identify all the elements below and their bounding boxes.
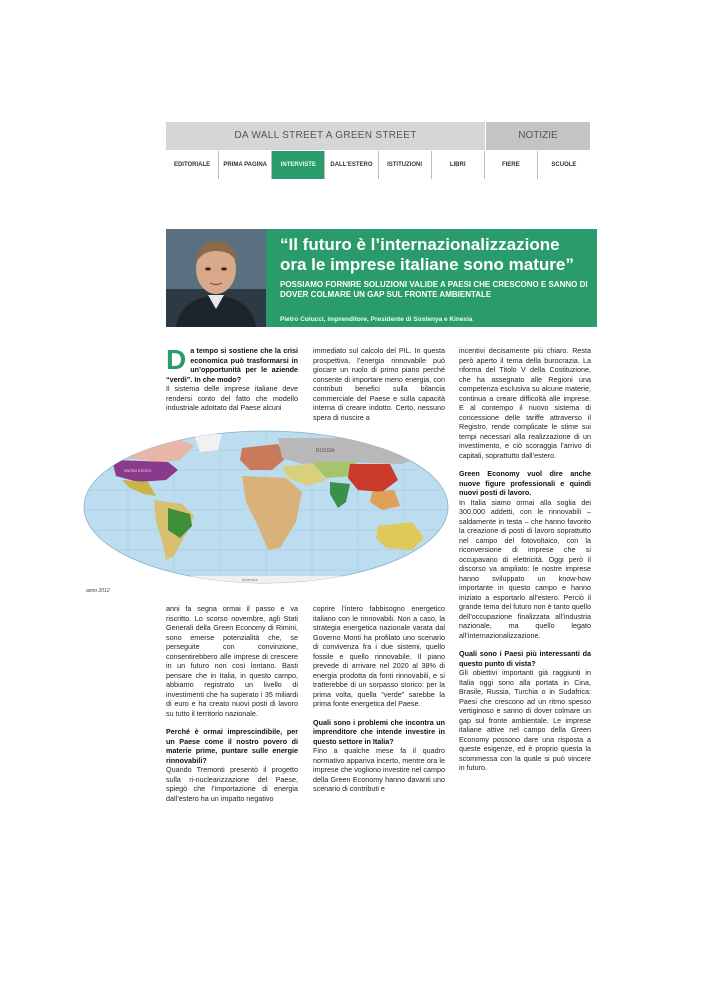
news-title: NOTIZIE bbox=[486, 122, 590, 150]
map-caption: anno 2012 bbox=[86, 588, 110, 594]
map-label-russia: RUSSIA bbox=[316, 448, 335, 454]
column-2-top bbox=[313, 346, 445, 422]
tab-interviste[interactable]: INTERVISTE bbox=[272, 151, 325, 179]
answer-1: Il sistema delle imprese italiane deve rendersi conto del fatto che modello industriale adottato dal Paese alcuni bbox=[166, 384, 298, 412]
portrait-illustration bbox=[166, 229, 266, 327]
answer-countries: Gli obiettivi importanti già raggiunti in Italia oggi sono alla portata in Cina, Brasile, Russia, Turchia o in Sudafrica: Paesi che crescono ad un ritmo spesso vertiginoso e sanno di dover colmare un gap sul fronte ambientale. Le imprese italiane attive nel campo della Green Economy possono dare una risposta a queste esigenze, ed è proprio questa la scommessa con la quale si può vincere in futuro. bbox=[459, 668, 591, 772]
question-jobs: Green Economy vuol dire anche nuove figure professionali e quindi nuovi posti di lavoro. bbox=[459, 469, 591, 497]
column-2-top-text: immediato sul calcolo del PIL. In questa prospettiva, l’energia rinnovabile può giocare un ruolo di primo piano perché consente di importare meno energia, con contributi benefici sulla bilancia commerciale del Paese e sulla capacità interna di creare indotto. Certo, nessuno spera di riuscire a bbox=[313, 346, 445, 422]
article-byline: Pietro Colucci, imprenditore, Presidente di Sostenya e Kinexia bbox=[280, 316, 473, 323]
question-problems: Quali sono i problemi che incontra un imprenditore che intende investire in questo settore in Italia? bbox=[313, 717, 445, 746]
article-subtitle: POSSIAMO FORNIRE SOLUZIONI VALIDE A PAESI CHE CRESCONO E SANNO DI DOVER COLMARE UN GAP SUL FRONTE AMBIENTALE bbox=[280, 280, 588, 299]
question-renewables: Perché è ormai imprescindibile, per un Paese come il nostro povero di materie prime, puntare sulle energie rinnovabili? bbox=[166, 727, 298, 765]
tab-fiere[interactable]: FIERE bbox=[485, 151, 538, 179]
tab-editoriale[interactable]: EDITORIALE bbox=[166, 151, 219, 179]
answer-renewables: Quando Tremonti presentò il progetto sulla ri-nuclearizzazione del Paese, spiegò che l’importazione di energia dall’estero ha un impatto negativo bbox=[166, 765, 298, 803]
tab-istituzioni[interactable]: ISTITUZIONI bbox=[379, 151, 432, 179]
interviewee-photo bbox=[166, 229, 266, 327]
answer-problems: Fino a qualche mese fa il quadro normativo appariva incerto, mentre ora le imprese che vogliono investire nel campo della Green Economy hanno davanti uno scenario di contributi e bbox=[313, 746, 445, 793]
nav-tabs bbox=[166, 151, 590, 179]
column-3 bbox=[459, 346, 591, 773]
answer-jobs: In Italia siamo ormai alla soglia dei 300.000 addetti, con le rinnovabili – saldamente in testa – che hanno favorito la creazione di posti di lavoro soprattutto nel campo del fotovoltaico, con la riconversione di imprese che si occupavano di elettricità. Oggi però il discorso va ampliato: le nostre imprese hanno sviluppato un know-how importante in questo campo e hanno iniziato a esportarlo all’estero. Perciò il grande tema del futuro non è tanto quello dell’occupazione finalizzata all’industria nazionale, ma quello legato all’internazionalizzazione. bbox=[459, 497, 591, 640]
question-1: a tempo si sostiene che la crisi economica può trasformarsi in un’opportunità per le aziende “verdi”. In che modo? bbox=[166, 346, 298, 384]
section-header bbox=[166, 122, 590, 150]
headline-band bbox=[166, 229, 597, 327]
tab-scuole[interactable]: SCUOLE bbox=[551, 162, 577, 168]
world-map-svg bbox=[82, 430, 450, 585]
drop-cap: D bbox=[166, 344, 187, 375]
column-1-top bbox=[166, 346, 298, 413]
column-1-bottom-text: anni fa segna ormai il passo e va riscritto. Lo scorso novembre, agli Stati Generali della Green Economy di Rimini, sono emerse potenzialità che, se perseguite con convinzione, consentirebbero alle imprese di crescere in un futuro non così lontano. Basti pensare che in Italia, in questo campo, abbiamo registrato un livello di investimenti che ha superato i 35 miliardi di euro e ha creato nuovi posti di lavoro su tutto il territorio nazionale. bbox=[166, 604, 298, 718]
question-countries: Quali sono i Paesi più interessanti da questo punto di vista? bbox=[459, 649, 591, 668]
world-map bbox=[82, 430, 450, 585]
tab-prima-pagina[interactable]: PRIMA PAGINA bbox=[219, 151, 272, 179]
tab-libri[interactable]: LIBRI bbox=[432, 151, 485, 179]
column-3-top-text: incentivi decisamente più chiaro. Resta però aperto il tema della burocrazia. La riforma del Titolo V della Costituzione, che ha assegnato alle Regioni una competenza esclusiva su alcune materie, continua a creare difficoltà alle imprese. E al contempo il nuovo sistema di concessione delle tariffe attraverso il Registro, rende complicate le stime sui tempi necessari alla realizzazione di un investimento, e ciò scoraggia l’arrivo di capitali, soprattutto dall’estero. bbox=[459, 346, 591, 460]
column-2-bottom-text: coprire l’intero fabbisogno energetico italiano con le rinnovabili. Non a caso, la strategia energetica nazionale varata dal Governo Monti ha profilato uno scenario di convivenza fra i due sistemi, quello fossile e quello rinnovabile. Il piano prevede di arrivare nel 2020 al 38% di energia prodotta da fonti rinnovabili, e si tratterebbe di un sorpasso storico: per la prima volta, quella “verde” sarebbe la prima fonte energetica del Paese. bbox=[313, 604, 445, 708]
map-label-antarctica: Antarctica bbox=[242, 578, 258, 582]
map-label-usa: UNITED STATES bbox=[124, 469, 152, 473]
article-headline: “Il futuro è l’internazionalizzazione ora le imprese italiane sono mature” bbox=[280, 235, 574, 274]
column-1-bottom bbox=[166, 604, 298, 803]
column-2-bottom bbox=[313, 604, 445, 794]
section-title: DA WALL STREET A GREEN STREET bbox=[166, 122, 485, 150]
tab-dall-estero[interactable]: DALL'ESTERO bbox=[325, 151, 378, 179]
